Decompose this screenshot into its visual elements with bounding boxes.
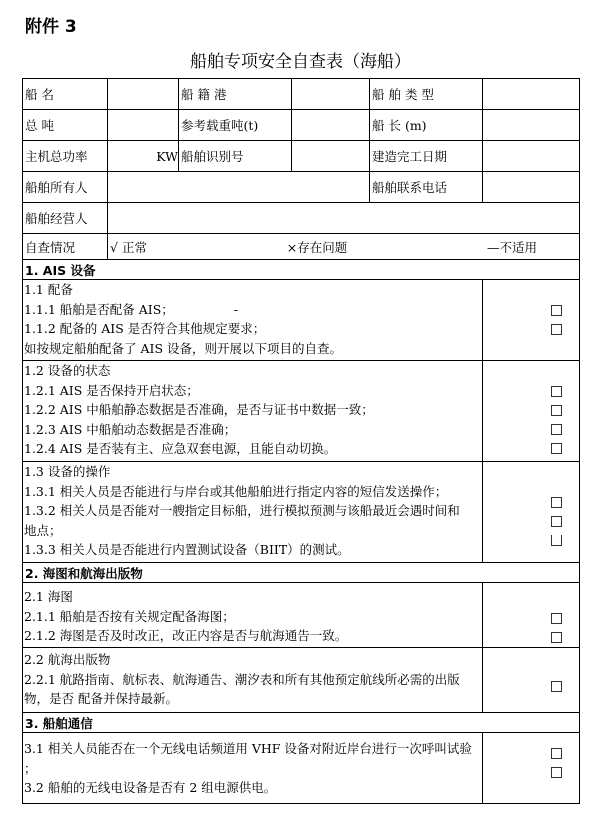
- block-1-2-title: 1.2 设备的状态: [24, 363, 111, 378]
- block-2-1-title: 2.1 海图: [24, 589, 73, 604]
- block-3-checks: [483, 733, 580, 804]
- item-1-3-1: 1.3.1 相关人员是否能进行与岸台或其他船舶进行指定内容的短信发送操作；: [24, 483, 448, 499]
- section-3-heading: 3. 船舶通信: [23, 713, 580, 733]
- checkbox-1-3-2[interactable]: [551, 516, 562, 527]
- block-1-2: [23, 361, 580, 462]
- checkbox-2-1-2[interactable]: [551, 632, 562, 643]
- block-1-1: [23, 280, 580, 361]
- status-row: [23, 234, 580, 260]
- contact-phone-label: 船舶联系电话: [370, 172, 483, 203]
- ship-type-label: 船 舶 类 型: [370, 79, 483, 110]
- ref-deadweight-label: 参考载重吨(t): [179, 110, 292, 141]
- checkbox-1-1-1[interactable]: [551, 305, 562, 316]
- ship-name-label: 船 名: [23, 79, 108, 110]
- block-2-1-checks: [483, 583, 580, 648]
- ship-type-value: [483, 79, 580, 110]
- header-row-4: [23, 172, 580, 203]
- ship-name-value: [108, 79, 179, 110]
- section-3-row: [23, 713, 580, 733]
- block-2-2: [23, 648, 580, 713]
- checkbox-2-2-1[interactable]: [551, 681, 562, 692]
- build-date-value: [483, 141, 580, 172]
- ref-deadweight-value: [292, 110, 370, 141]
- item-3-1: 3.1 相关人员能否在一个无线电话频道用 VHF 设备对附近岸台进行一次呼叫试验: [24, 741, 472, 756]
- section-1-heading: 1. AIS 设备: [23, 260, 580, 280]
- block-1-1-checks: [483, 280, 580, 361]
- block-1-1-title: 1.1 配备: [24, 282, 73, 297]
- item-1-1-2: 1.1.2 配备的 AIS 是否符合其他规定要求；: [24, 321, 266, 336]
- check-status-label: 自查情况: [23, 234, 108, 260]
- block-2-2-title: 2.2 航海出版物: [24, 652, 111, 667]
- item-2-2-1: 2.2.1 航路指南、航标表、航海通告、潮汐表和所有其他预定航线所必需的出版: [24, 671, 460, 687]
- ship-length-value: [483, 110, 580, 141]
- ship-length-label: 船 长 (m): [370, 110, 483, 141]
- page-title: 船舶专项安全自查表（海船）: [190, 52, 411, 72]
- operator-value: [108, 203, 580, 234]
- header-row-3: [23, 141, 580, 172]
- item-1-3-3: 1.3.3 相关人员是否能进行内置测试设备（BIIT）的测试。: [24, 542, 350, 557]
- checkbox-1-2-4[interactable]: [551, 443, 562, 454]
- section-2-row: [23, 563, 580, 583]
- header-row-1: [23, 79, 580, 110]
- item-1-1-1: 1.1.1 船舶是否配备 AIS； -: [24, 301, 239, 317]
- operator-label: 船舶经营人: [23, 203, 108, 234]
- item-2-1-1: 2.1.1 船舶是否按有关规定配备海图；: [24, 608, 235, 624]
- item-1-2-4: 1.2.4 AIS 是否装有主、应急双套电源，且能自动切换。: [24, 441, 337, 456]
- block-3: [23, 733, 580, 804]
- checkbox-1-3-3[interactable]: [551, 535, 562, 546]
- power-unit: KW: [156, 148, 178, 164]
- block-1-3-title: 1.3 设备的操作: [24, 464, 111, 479]
- section-2-heading: 2. 海图和航海出版物: [23, 563, 580, 583]
- item-1-3-2-cont: 地点；: [24, 522, 62, 538]
- status-legend: [108, 234, 580, 260]
- main-engine-power-value: [108, 141, 179, 172]
- item-2-1-2: 2.1.2 海图是否及时改正，改正内容是否与航海通告一致。: [24, 628, 348, 643]
- header-row-2: [23, 110, 580, 141]
- port-registry-label: 船 籍 港: [179, 79, 292, 110]
- ship-id-label: 船舶识别号: [179, 141, 292, 172]
- section-1-row: [23, 260, 580, 280]
- block-2-1: [23, 583, 580, 648]
- item-1-1-note: 如按规定船舶配备了 AIS 设备，则开展以下项目的自查。: [24, 340, 342, 356]
- item-3-2: 3.2 船舶的无线电设备是否有 2 组电源供电。: [24, 780, 277, 795]
- checkbox-1-1-2[interactable]: [551, 324, 562, 335]
- owner-value: [108, 172, 370, 203]
- header-row-5: [23, 203, 580, 234]
- item-1-3-2: 1.3.2 相关人员是否能对一艘指定目标船，进行模拟预测与该船最近会遇时间和: [24, 503, 460, 518]
- main-engine-power-label: 主机总功率: [23, 141, 108, 172]
- block-1-2-checks: [483, 361, 580, 462]
- checkbox-1-2-3[interactable]: [551, 424, 562, 435]
- port-registry-value: [292, 79, 370, 110]
- block-1-3: [23, 462, 580, 563]
- gross-tonnage-value: [108, 110, 179, 141]
- item-3-1-cont: ；: [24, 760, 37, 776]
- item-1-2-2: 1.2.2 AIS 中船舶静态数据是否准确，是否与证书中数据一致；: [24, 402, 374, 417]
- self-check-table: [22, 78, 580, 804]
- checkbox-1-2-1[interactable]: [551, 386, 562, 397]
- item-2-2-1-cont: 物，是否 配备并保持最新。: [24, 691, 178, 706]
- checkbox-3-2[interactable]: [551, 767, 562, 778]
- status-na: —不适用: [486, 239, 537, 255]
- status-problem: ×存在问题: [286, 239, 348, 255]
- block-1-3-checks: [483, 462, 580, 563]
- checkbox-3-1[interactable]: [551, 748, 562, 759]
- ship-id-value: [292, 141, 370, 172]
- checkbox-2-1-1[interactable]: [551, 613, 562, 624]
- block-2-2-checks: [483, 648, 580, 713]
- item-1-2-1: 1.2.1 AIS 是否保持开启状态；: [24, 382, 199, 398]
- checkbox-1-2-2[interactable]: [551, 405, 562, 416]
- contact-phone-value: [483, 172, 580, 203]
- build-date-label: 建造完工日期: [370, 141, 483, 172]
- gross-tonnage-label: 总 吨: [23, 110, 108, 141]
- owner-label: 船舶所有人: [23, 172, 108, 203]
- checkbox-1-3-1[interactable]: [551, 497, 562, 508]
- item-1-2-3: 1.2.3 AIS 中船舶动态数据是否准确；: [24, 421, 237, 437]
- attachment-label: 附件 3: [25, 17, 77, 37]
- status-ok: √ 正常: [110, 239, 147, 255]
